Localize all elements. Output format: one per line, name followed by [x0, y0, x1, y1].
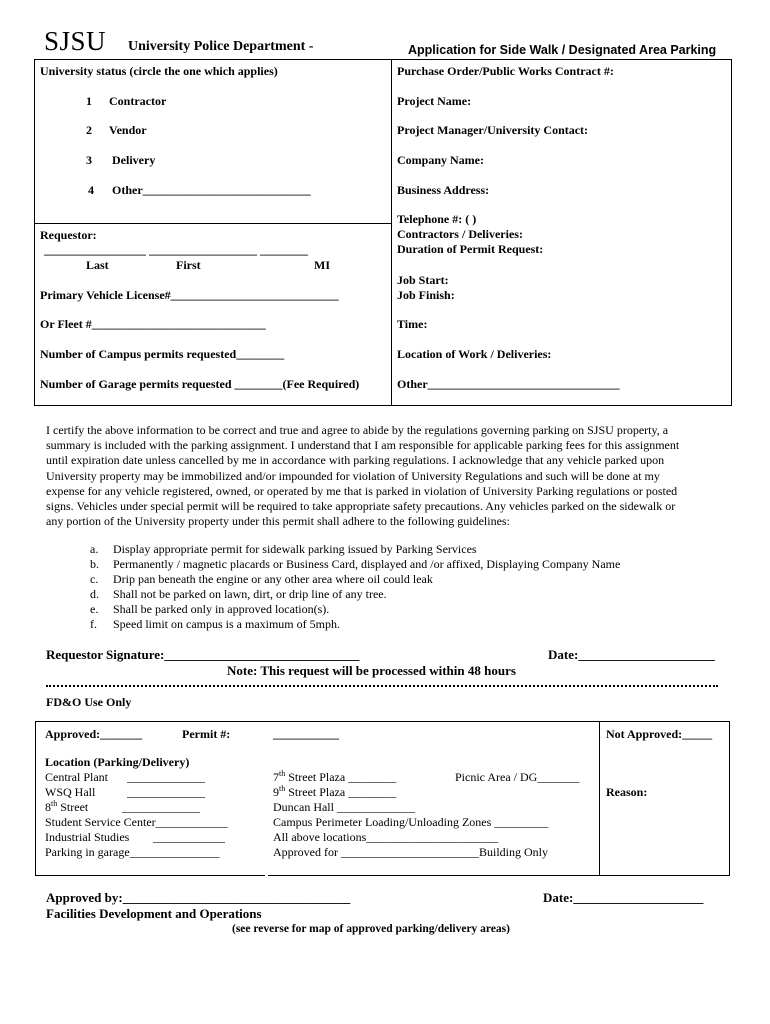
- location-text: Street Plaza ________: [285, 785, 397, 799]
- fleet-number-field[interactable]: Or Fleet #_____________________________: [40, 317, 266, 331]
- location-central-plant: Central Plant: [45, 770, 108, 784]
- ordinal-suffix: th: [279, 784, 286, 793]
- location-blank[interactable]: _____________: [127, 770, 205, 784]
- processing-note: Note: This request will be processed within 48 hours: [227, 663, 516, 678]
- table-middle-divider: [391, 59, 392, 406]
- signature-date-field[interactable]: Date:_____________________: [548, 647, 715, 662]
- fdo-box-bottom-left: [35, 875, 265, 876]
- table-left-row-divider: [34, 223, 391, 224]
- business-address-field[interactable]: Business Address:: [397, 183, 490, 197]
- project-name-field[interactable]: Project Name:: [397, 94, 472, 108]
- permit-number-field[interactable]: ___________: [273, 727, 339, 741]
- guideline-letter: e.: [90, 602, 99, 616]
- location-campus-perimeter[interactable]: Campus Perimeter Loading/Unloading Zones _________: [273, 815, 549, 829]
- campus-permits-field[interactable]: Number of Campus permits requested________: [40, 347, 285, 361]
- location-duncan-hall[interactable]: Duncan Hall _____________: [273, 800, 415, 814]
- project-manager-field[interactable]: Project Manager/University Contact:: [397, 123, 589, 137]
- job-start-field[interactable]: Job Start:: [397, 273, 449, 287]
- location-name: Parking in garage: [45, 845, 130, 859]
- certification-paragraph: [46, 423, 726, 529]
- certification-line: expense for any vehicle registered, owned, or operated by me that is parked in violation of University Parking regulations or posted: [46, 483, 678, 498]
- sjsu-logo: SJSU: [44, 26, 107, 56]
- status-option-contractor[interactable]: Contractor: [109, 94, 167, 108]
- time-field[interactable]: Time:: [397, 317, 428, 331]
- reason-field[interactable]: Reason:: [606, 785, 648, 799]
- approved-by-field[interactable]: Approved by:___________________________________: [46, 890, 351, 905]
- location-name: Student Service Center: [45, 815, 156, 829]
- table-right-border: [731, 59, 732, 406]
- guideline-item: Speed limit on campus is a maximum of 5mph.: [113, 617, 340, 631]
- guideline-item: Shall not be parked on lawn, dirt, or drip line of any tree.: [113, 587, 387, 601]
- certification-line: I certify the above information to be correct and true and agree to abide by the regulations governing parking on SJSU property, a: [46, 423, 669, 437]
- not-approved-field[interactable]: Not Approved:_____: [606, 727, 713, 741]
- status-option-number: 2: [86, 123, 92, 137]
- status-option-delivery[interactable]: Delivery: [112, 153, 156, 167]
- status-option-number: 1: [86, 94, 92, 108]
- facilities-dept-label: Facilities Development and Operations: [46, 906, 262, 921]
- approved-field[interactable]: Approved:_______: [45, 727, 143, 741]
- fdo-box-divider: [599, 721, 600, 876]
- certification-line: until expiration date unless cancelled by me in accordance with parking regulations. I acknowledge that any vehicle parked upon: [46, 453, 665, 468]
- guideline-item: Display appropriate permit for sidewalk parking issued by Parking Services: [113, 542, 477, 556]
- job-finish-field[interactable]: Job Finish:: [397, 288, 455, 302]
- purchase-order-field[interactable]: Purchase Order/Public Works Contract #:: [397, 64, 614, 78]
- guideline-item: Drip pan beneath the engine or any other area where oil could leak: [113, 572, 433, 586]
- location-of-work-field[interactable]: Location of Work / Deliveries:: [397, 347, 552, 361]
- permit-number-label: Permit #:: [182, 727, 231, 741]
- department-title: University Police Department -: [128, 39, 314, 54]
- location-all-above[interactable]: All above locations______________________: [273, 830, 499, 844]
- fdo-box-top: [35, 721, 730, 722]
- certification-line: University property may be immobilized and/or impounded for violation of University Regulations and such will be done at my: [46, 468, 660, 483]
- ordinal-number: 8: [45, 800, 51, 814]
- location-9th-street-plaza[interactable]: [273, 785, 396, 800]
- ordinal-number: 9: [273, 785, 279, 799]
- table-left-border: [34, 59, 35, 406]
- location-header: Location (Parking/Delivery): [45, 755, 190, 769]
- guideline-item: Permanently / magnetic placards or Business Card, displayed and /or affixed, Displaying Company Name: [113, 557, 621, 571]
- status-option-number: 4: [88, 183, 94, 197]
- see-reverse-note: (see reverse for map of approved parking/delivery areas): [232, 923, 510, 935]
- location-wsq-hall: WSQ Hall: [45, 785, 96, 799]
- guideline-letter: b.: [90, 557, 99, 571]
- ordinal-suffix: th: [51, 799, 58, 808]
- location-blank[interactable]: ____________: [153, 830, 225, 844]
- fdo-use-only-label: FD&O Use Only: [46, 695, 132, 709]
- company-name-field[interactable]: Company Name:: [397, 153, 484, 167]
- middle-initial-caption: MI: [314, 258, 330, 272]
- location-approved-for-building[interactable]: Approved for _______________________Building Only: [273, 845, 548, 859]
- table-bottom-border: [34, 405, 732, 406]
- guideline-letter: d.: [90, 587, 99, 601]
- contractors-deliveries-label: Contractors / Deliveries:: [397, 227, 523, 241]
- certification-line: summary is included with the parking assignment. I understand that I am responsible for applicable parking fees for this assignment: [46, 438, 680, 453]
- first-name-caption: First: [176, 258, 201, 272]
- location-picnic-area[interactable]: Picnic Area / DG_______: [455, 770, 580, 784]
- primary-vehicle-license-field[interactable]: Primary Vehicle License#____________________________: [40, 288, 339, 302]
- last-name-caption: Last: [86, 258, 109, 272]
- dashed-separator: [46, 685, 718, 687]
- location-8th-street: [45, 800, 88, 815]
- location-parking-in-garage: [45, 845, 220, 860]
- ordinal-number: 7: [273, 770, 279, 784]
- duration-of-permit-label: Duration of Permit Request:: [397, 242, 544, 256]
- fdo-box-bottom-right: [268, 875, 730, 876]
- location-industrial-studies: Industrial Studies: [45, 830, 130, 844]
- university-status-label: University status (circle the one which applies): [40, 64, 278, 78]
- garage-permits-field[interactable]: Number of Garage permits requested ________(Fee Required): [40, 377, 360, 391]
- approval-date-field[interactable]: Date:____________________: [543, 890, 704, 905]
- certification-line: any portion of the University property under this permit shall adhere to the following guidelines:: [46, 514, 510, 529]
- location-blank[interactable]: ____________: [155, 815, 228, 829]
- location-7th-street-plaza[interactable]: [273, 770, 396, 785]
- ordinal-suffix: th: [279, 769, 286, 778]
- requestor-name-field[interactable]: _________________ __________________ ________: [44, 243, 308, 257]
- table-top-border: [34, 59, 732, 60]
- location-blank[interactable]: _____________: [122, 800, 200, 814]
- telephone-field[interactable]: Telephone #: ( ): [397, 212, 477, 226]
- street-word: Street: [57, 800, 89, 814]
- form-title: Application for Side Walk / Designated Area Parking: [408, 43, 717, 57]
- fdo-box-left: [35, 721, 36, 876]
- status-option-vendor[interactable]: Vendor: [109, 123, 147, 137]
- location-blank[interactable]: _____________: [127, 785, 205, 799]
- guideline-letter: c.: [90, 572, 99, 586]
- location-text: Street Plaza ________: [285, 770, 397, 784]
- requestor-label: Requestor:: [40, 228, 97, 242]
- other-field[interactable]: Other________________________________: [397, 377, 620, 391]
- status-option-number: 3: [86, 153, 92, 167]
- location-student-service-center: [45, 815, 228, 830]
- certification-line: signs. Vehicles under special permit will be required to take appropriate safety precautions. Any vehicles parked on the sidewalk or: [46, 499, 676, 514]
- location-blank[interactable]: _______________: [129, 845, 220, 859]
- guideline-letter: a.: [90, 542, 99, 556]
- guideline-letter: f.: [90, 617, 97, 631]
- fdo-box-right: [729, 721, 730, 876]
- guideline-item: Shall be parked only in approved location(s).: [113, 602, 330, 616]
- requestor-signature-field[interactable]: Requestor Signature:______________________________: [46, 647, 360, 662]
- status-option-other-field[interactable]: Other____________________________: [112, 183, 311, 197]
